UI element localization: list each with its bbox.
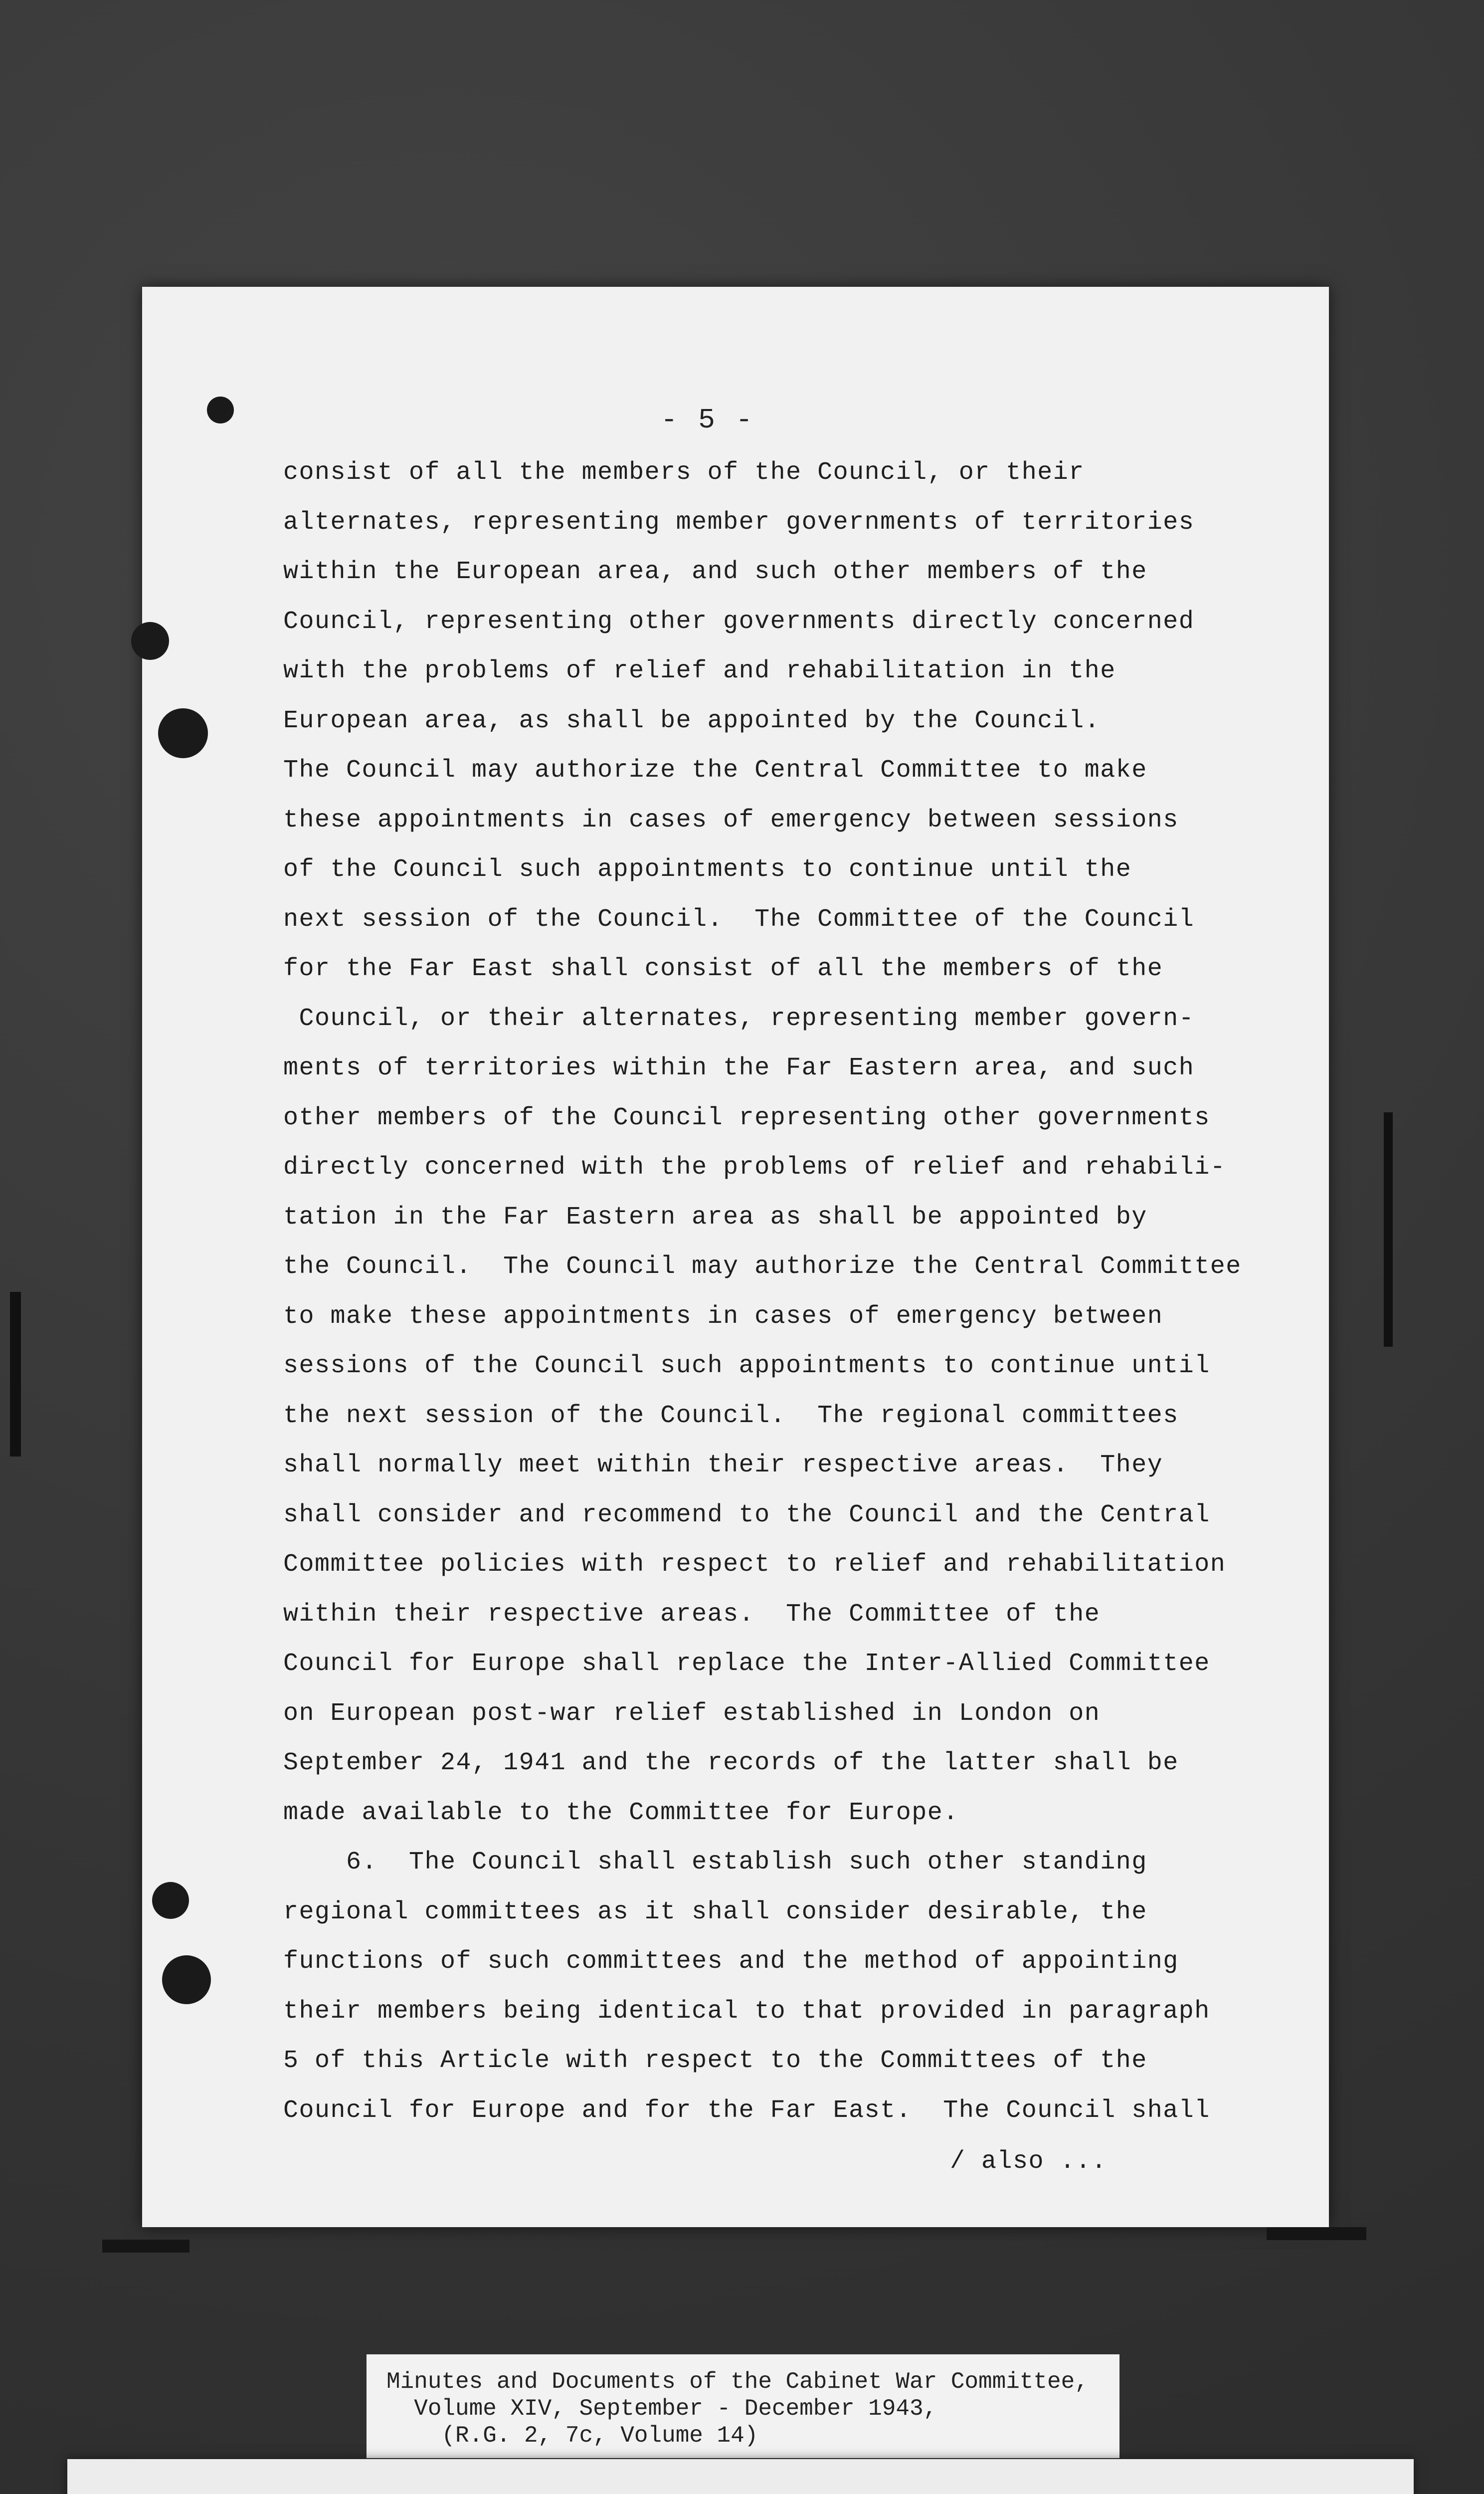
punch-hole	[162, 1955, 211, 2004]
text-line: shall normally meet within their respective areas. They	[283, 1451, 1163, 1479]
clip-mark	[1267, 2227, 1366, 2240]
caption-line: Minutes and Documents of the Cabinet War Committee,	[386, 2369, 1089, 2395]
text-line: within the European area, and such other members of the	[283, 558, 1147, 586]
text-line: of the Council such appointments to continue until the	[283, 855, 1132, 884]
text-line: other members of the Council representing other governments	[283, 1103, 1210, 1132]
text-line: Council, or their alternates, representing member govern-	[283, 1004, 1195, 1033]
text-line: The Council may authorize the Central Committee to make	[283, 756, 1147, 785]
caption-line: (R.G. 2, 7c, Volume 14)	[386, 2423, 758, 2449]
film-edge-mark	[1384, 1112, 1393, 1347]
text-line: with the problems of relief and rehabilitation in the	[283, 657, 1116, 685]
punch-hole	[207, 397, 234, 423]
text-line: the Council. The Council may authorize the Central Committee	[283, 1252, 1242, 1281]
text-line: European area, as shall be appointed by the Council.	[283, 706, 1101, 735]
punch-hole	[131, 622, 169, 660]
text-line: shall consider and recommend to the Council and the Central	[283, 1500, 1210, 1529]
document-body	[283, 448, 1242, 2135]
text-line: Council for Europe shall replace the Inter-Allied Committee	[283, 1650, 1210, 1678]
text-line: directly concerned with the problems of relief and rehabili-	[283, 1153, 1226, 1182]
text-line: Council for Europe and for the Far East. The Council shall	[283, 2096, 1210, 2125]
text-line: alternates, representing member governments of territories	[283, 508, 1195, 537]
clip-mark	[102, 2240, 189, 2253]
text-line: Committee policies with respect to relief and rehabilitation	[283, 1550, 1226, 1579]
text-line: to make these appointments in cases of emergency between	[283, 1302, 1163, 1331]
text-line: functions of such committees and the method of appointing	[283, 1947, 1179, 1976]
text-line: on European post-war relief established in London on	[283, 1699, 1101, 1728]
text-line: regional committees as it shall consider desirable, the	[283, 1897, 1147, 1926]
text-line: made available to the Committee for Europe.	[283, 1798, 959, 1827]
text-line: these appointments in cases of emergency between sessions	[283, 806, 1179, 834]
text-line: within their respective areas. The Committee of the	[283, 1600, 1101, 1629]
text-line: Council, representing other governments directly concerned	[283, 607, 1195, 636]
text-line: the next session of the Council. The regional committees	[283, 1401, 1179, 1430]
continuation-marker: / also ...	[950, 2147, 1108, 2176]
archives-stamp	[67, 2459, 1414, 2494]
text-line: tation in the Far Eastern area as shall be appointed by	[283, 1203, 1147, 1232]
text-line: 6. The Council shall establish such other standing	[283, 1848, 1147, 1876]
punch-hole	[158, 708, 208, 758]
text-line: their members being identical to that provided in paragraph	[283, 1997, 1210, 2026]
text-line: sessions of the Council such appointments to continue until	[283, 1352, 1210, 1380]
punch-hole	[152, 1882, 189, 1919]
page-number: - 5 -	[661, 404, 755, 436]
text-line: September 24, 1941 and the records of the latter shall be	[283, 1749, 1179, 1777]
caption-line: Volume XIV, September - December 1943,	[386, 2396, 937, 2422]
text-line: 5 of this Article with respect to the Committees of the	[283, 2047, 1147, 2075]
film-edge-mark	[10, 1292, 21, 1456]
text-line: ments of territories within the Far Eastern area, and such	[283, 1054, 1195, 1082]
text-line: for the Far East shall consist of all the members of the	[283, 955, 1163, 983]
text-line: next session of the Council. The Committee of the Council	[283, 905, 1195, 934]
archive-caption	[367, 2354, 1119, 2458]
text-line: consist of all the members of the Council, or their	[283, 458, 1085, 487]
